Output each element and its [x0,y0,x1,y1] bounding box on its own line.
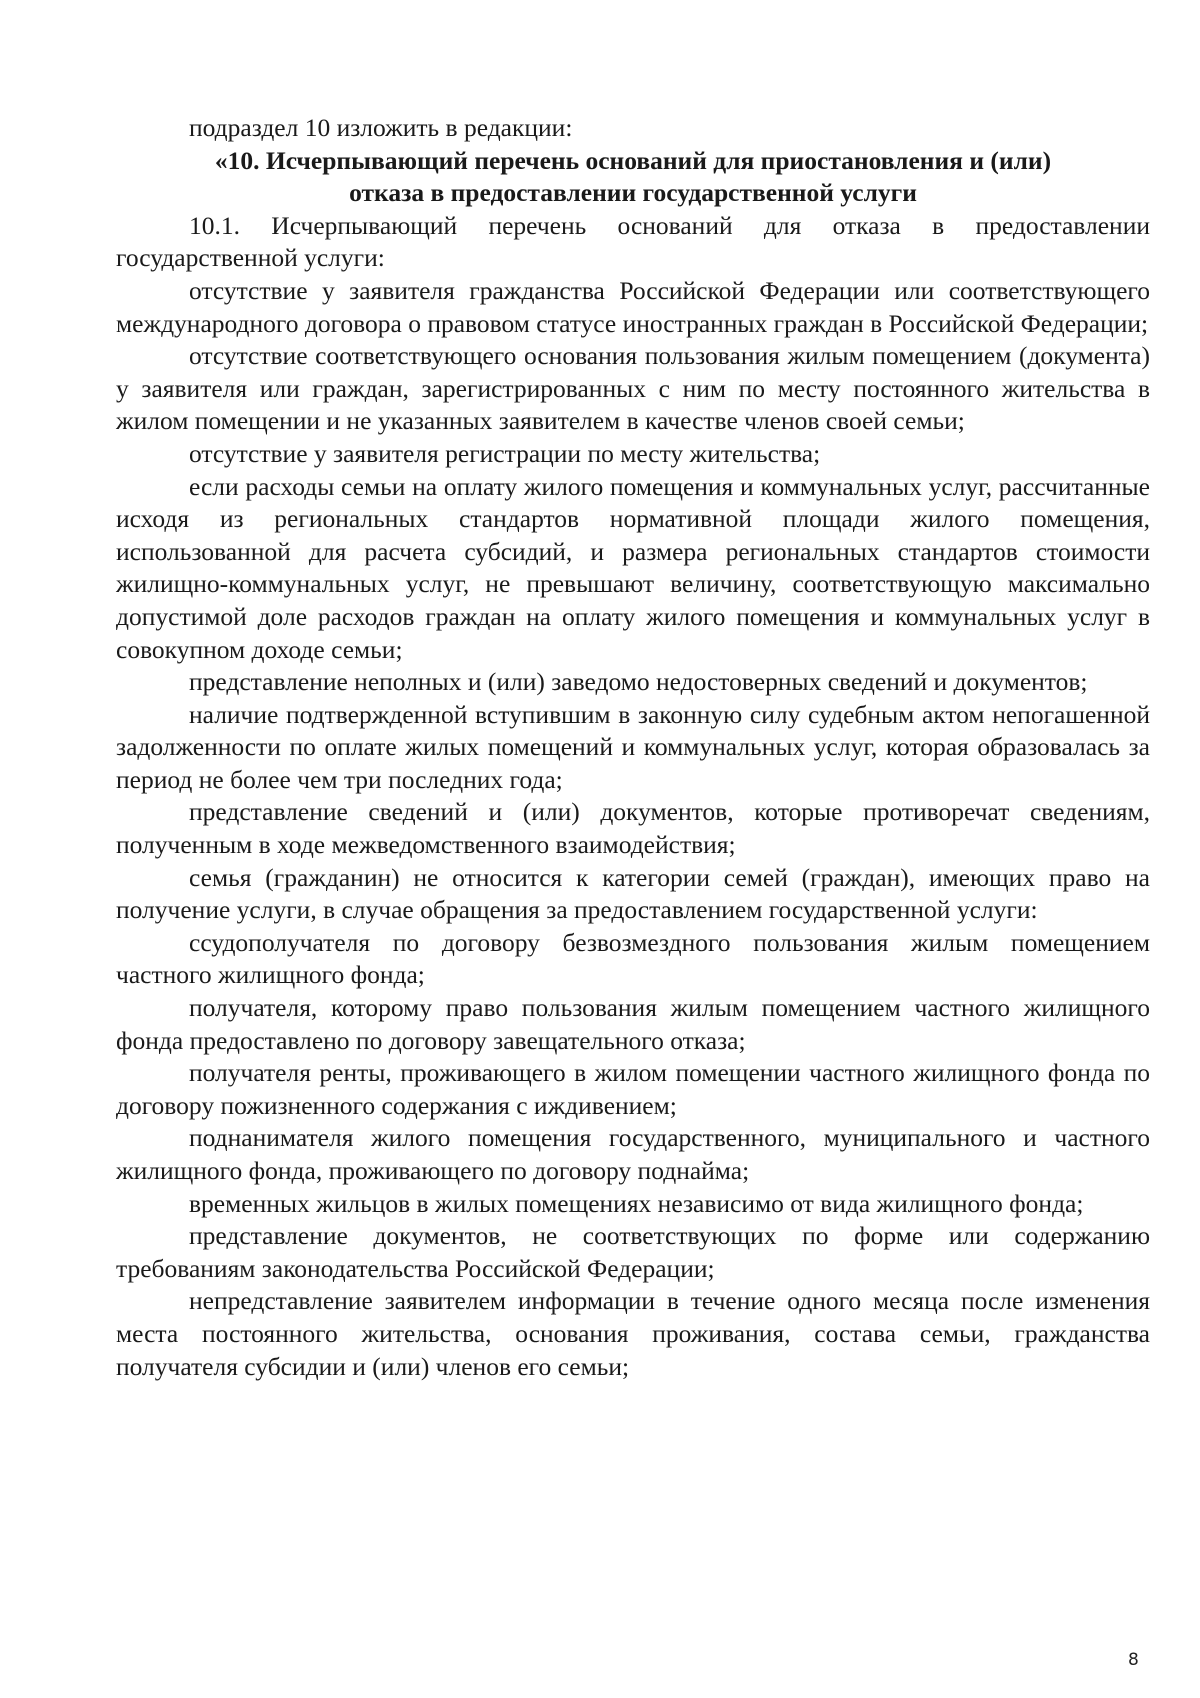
intro-line: подраздел 10 изложить в редакции: [189,113,573,142]
paragraph: поднанимателя жилого помещения государственного, муниципального и частного жилищного фонда, проживающего по договору поднайма; [116,1123,1150,1185]
paragraph: временных жильцов в жилых помещениях независимо от вида жилищного фонда; [189,1188,1084,1218]
paragraph: представление документов, не соответствующих по форме или содержанию требованиям законодательства Российской Федерации; [116,1221,1150,1283]
page-number: 8 [1128,1650,1139,1670]
section-heading-line-1: «10. Исчерпывающий перечень оснований для приостановления и (или) [214,145,1052,175]
paragraph: непредставление заявителем информации в течение одного месяца после изменения места постоянного жительства, основания проживания, состава семьи, гражданства получателя субсидии и (или) членов его семьи; [116,1286,1150,1381]
paragraph: получателя ренты, проживающего в жилом помещении частного жилищного фонда по договору пожизненного содержания с иждивением; [116,1058,1150,1120]
paragraph: получателя, которому право пользования жилым помещением частного жилищного фонда предоставлено по договору завещательного отказа; [116,993,1150,1055]
section-heading-line-2: отказа в предоставлении государственной услуги [349,178,917,208]
paragraph: если расходы семьи на оплату жилого помещения и коммунальных услуг, рассчитанные исходя из региональных стандартов нормативной площади жилого помещения, использованной для расчета субсидий, и размера региональных стандартов стоимости жилищно-коммунальных услуг, не превышают величину, соответствующую максимально допустимой доле расходов граждан на оплату жилого помещения и коммунальных услуг в совокупном доходе семьи; [116,471,1150,664]
document-page [116,112,1150,1383]
paragraph: семья (гражданин) не относится к категории семей (граждан), имеющих право на получение услуги, в случае обращения за предоставлением государственной услуги: [116,862,1150,925]
paragraph: представление неполных и (или) заведомо недостоверных сведений и документов; [189,667,1088,697]
paragraph: отсутствие соответствующего основания пользования жилым помещением (документа) у заявителя или граждан, зарегистрированных с ним по месту постоянного жительства в жилом помещении и не указанных заявителем в качестве членов своей семьи; [116,341,1150,436]
paragraph: представление сведений и (или) документов, которые противоречат сведениям, полученным в ходе межведомственного взаимодействия; [116,797,1150,860]
paragraph: отсутствие у заявителя гражданства Российской Федерации или соответствующего международного договора о правовом статусе иностранных граждан в Российской Федерации; [116,275,1150,338]
paragraph: ссудополучателя по договору безвозмездного пользования жилым помещением частного жилищного фонда; [116,927,1150,990]
paragraph: 10.1. Исчерпывающий перечень оснований для отказа в предоставлении государственной услуги: [116,210,1150,273]
paragraph: наличие подтвержденной вступившим в законную силу судебным актом непогашенной задолженности по оплате жилых помещений и коммунальных услуг, которая образовалась за период не более чем три последних года; [116,699,1150,794]
paragraph: отсутствие у заявителя регистрации по месту жительства; [189,438,821,468]
